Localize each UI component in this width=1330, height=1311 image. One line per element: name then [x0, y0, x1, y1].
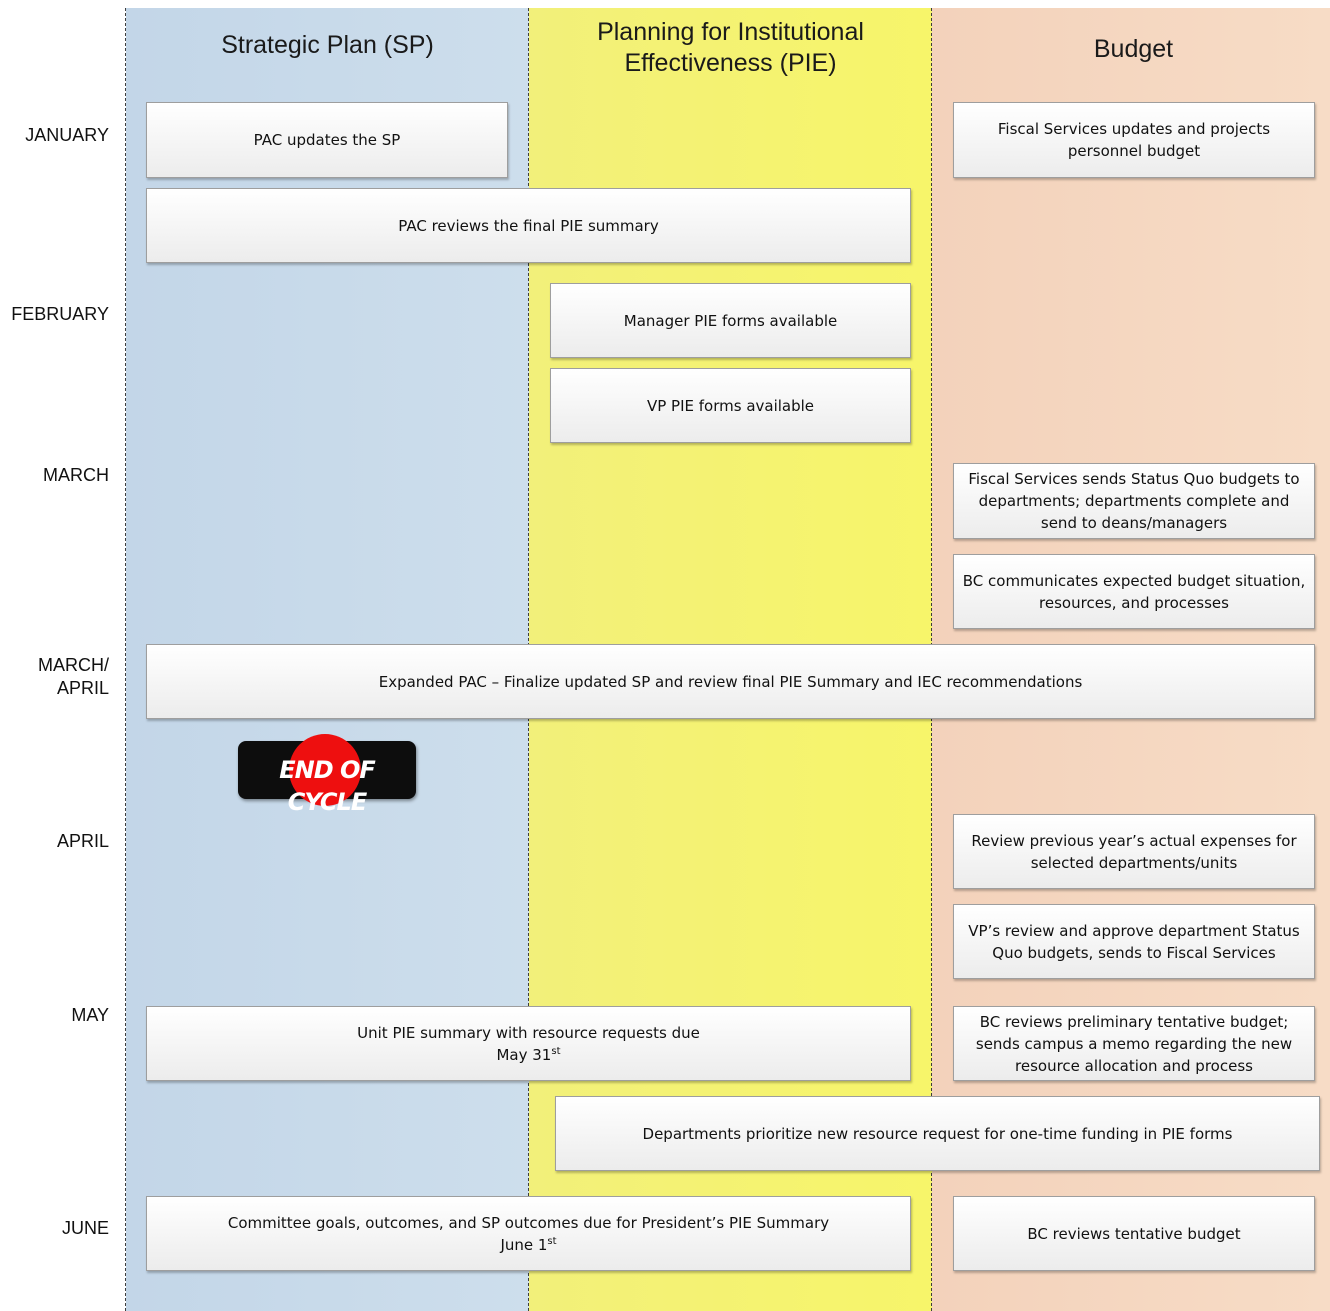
box-vp-review-approve — [953, 904, 1315, 979]
box-bc-communicates — [953, 554, 1315, 629]
box-text-line1: VP’s review and approve department Status — [968, 921, 1300, 940]
box-fiscal-personnel-budget — [953, 102, 1315, 178]
month-march-april-line1: MARCH/ — [38, 655, 109, 675]
box-text-line2: selected departments/units — [1030, 853, 1238, 872]
box-departments-prioritize — [555, 1096, 1320, 1171]
month-february: FEBRUARY — [11, 304, 109, 324]
lane-title-pie — [529, 17, 932, 79]
box-text-line2: personnel budget — [1067, 142, 1201, 160]
box-text-line1: Unit PIE summary with resource requests due — [357, 1023, 700, 1042]
box-text-line1: Committee goals, outcomes, and SP outcomes due for President’s PIE Summary — [227, 1213, 830, 1232]
box-text: Departments prioritize new resource request for one-time funding in PIE forms — [642, 1124, 1233, 1143]
box-text-line1: BC reviews preliminary tentative budget; — [979, 1012, 1289, 1031]
box-date-suffix: st — [547, 1235, 557, 1247]
end-of-cycle-badge — [238, 741, 416, 816]
box-text: Expanded PAC – Finalize updated SP and review final PIE Summary and IEC recommendations — [378, 672, 1083, 691]
box-vp-pie-forms — [550, 368, 911, 443]
box-pac-reviews-pie-summary — [146, 188, 911, 263]
month-june: JUNE — [61, 1218, 109, 1238]
box-bc-tentative-budget — [953, 1196, 1315, 1271]
box-text-line2: sends campus a memo regarding the new — [975, 1034, 1293, 1053]
end-of-cycle-text: END OF CYCLE — [279, 756, 375, 816]
box-text-line1: Fiscal Services updates and projects — [997, 120, 1271, 138]
month-march-april-line2: APRIL — [56, 678, 109, 698]
lane-title-pie-line1: Planning for Institutional — [597, 18, 864, 46]
month-may: MAY — [71, 1005, 109, 1025]
box-date-text: May 31 — [496, 1045, 552, 1064]
month-january: JANUARY — [25, 125, 109, 145]
box-text: BC reviews tentative budget — [1027, 1224, 1241, 1243]
month-march: MARCH — [43, 465, 109, 485]
box-text-line1: BC communicates expected budget situation, — [962, 571, 1306, 590]
box-text-line1: Fiscal Services sends Status Quo budgets to — [968, 470, 1300, 488]
month-march-april — [38, 654, 109, 700]
box-text-line1: Review previous year’s actual expenses for — [971, 831, 1297, 850]
box-text-line3: resource allocation and process — [1015, 1056, 1253, 1075]
box-text: PAC updates the SP — [253, 131, 401, 149]
box-unit-pie-summary — [146, 1006, 911, 1081]
box-text-line2 — [500, 1234, 556, 1256]
box-text-line2: departments; departments complete and — [978, 492, 1290, 510]
lane-title-sp: Strategic Plan (SP) — [221, 31, 434, 59]
box-bc-preliminary-budget — [953, 1006, 1315, 1081]
box-pac-updates-sp — [146, 102, 508, 178]
lane-title-pie-line2: Effectiveness (PIE) — [624, 49, 837, 77]
box-text: VP PIE forms available — [646, 396, 815, 415]
box-date-suffix: st — [551, 1045, 561, 1057]
lane-title-budget: Budget — [1093, 35, 1174, 63]
box-text: Manager PIE forms available — [623, 311, 838, 330]
box-date-text: June 1 — [500, 1235, 548, 1254]
box-text-line2 — [496, 1044, 560, 1066]
box-manager-pie-forms — [550, 283, 911, 358]
box-text-line3: send to deans/managers — [1040, 514, 1228, 532]
box-expanded-pac — [146, 644, 1315, 719]
box-text: PAC reviews the final PIE summary — [398, 216, 659, 235]
lane-divider-left — [125, 8, 126, 1311]
box-status-quo-budgets — [953, 463, 1315, 539]
box-committee-goals — [146, 1196, 911, 1271]
month-april: APRIL — [56, 831, 109, 851]
box-review-expenses — [953, 814, 1315, 889]
box-text-line2: resources, and processes — [1039, 593, 1229, 612]
box-text-line2: Quo budgets, sends to Fiscal Services — [992, 943, 1276, 962]
